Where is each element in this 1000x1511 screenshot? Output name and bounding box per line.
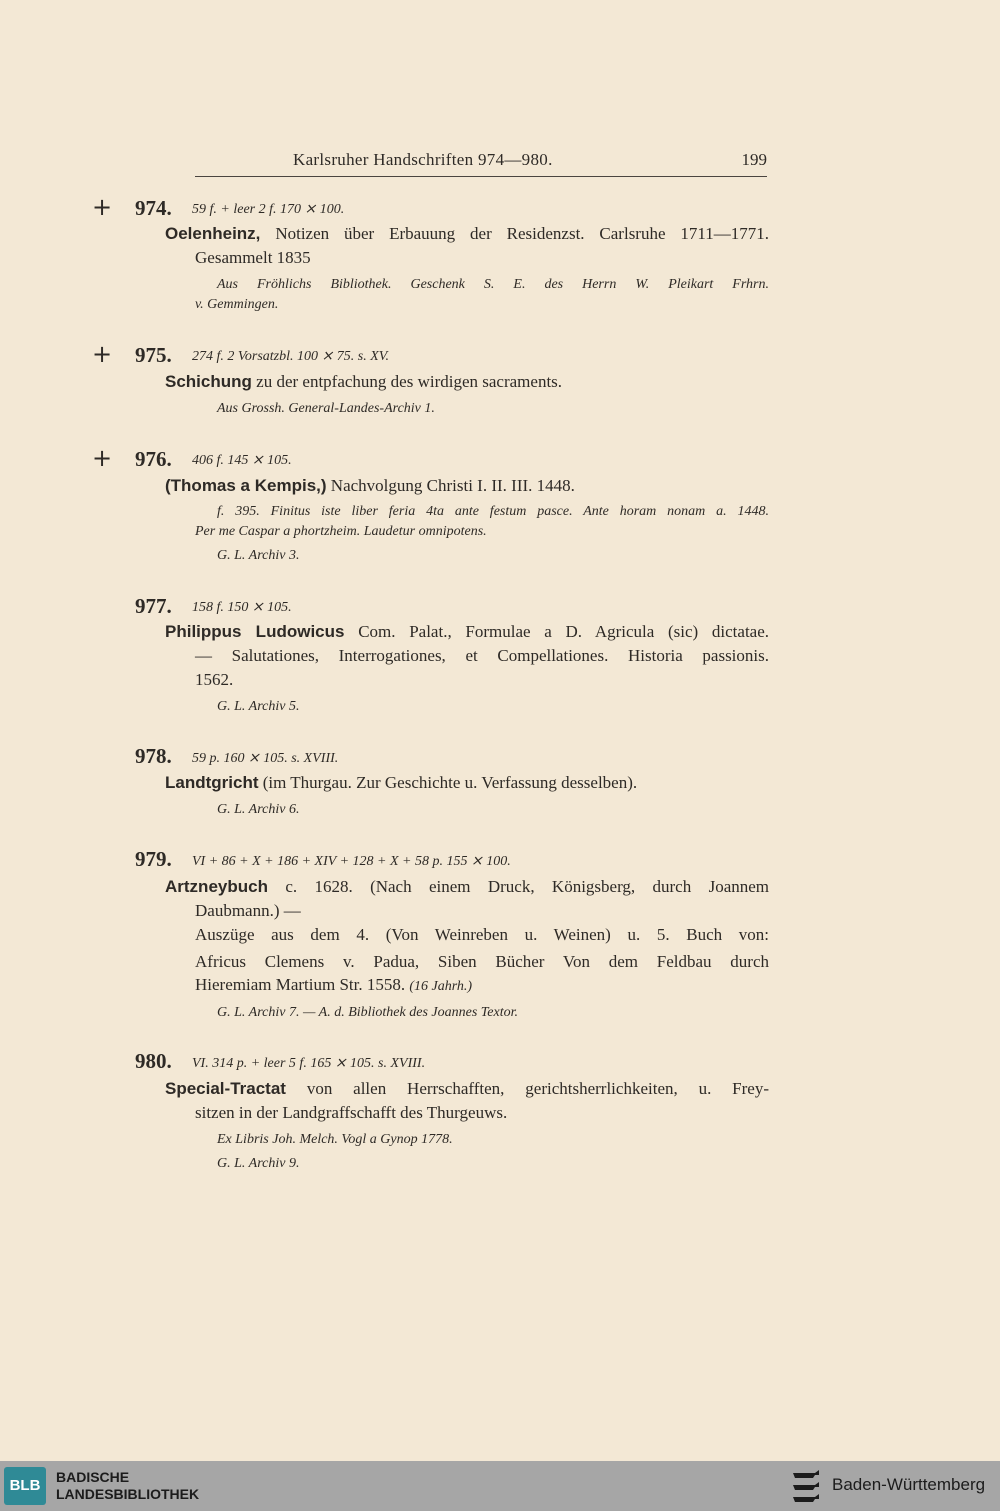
entry-author: Schichung	[165, 372, 252, 391]
entry-title-line	[165, 620, 769, 644]
entry-text: Hieremiam Martium Str. 1558.	[195, 975, 406, 994]
entry-note: Aus Fröhlichs Bibliothek. Geschenk S. E. des Herrn W. Pleikart Frhrn.	[217, 277, 769, 292]
entry-title-line	[165, 771, 769, 795]
entry-title-line	[165, 1077, 769, 1101]
lions-crest-icon	[790, 1467, 824, 1505]
entry-note: G. L. Archiv 5.	[217, 699, 300, 714]
entry-meta: VI + 86 + X + 186 + XIV + 128 + X + 58 p. 155 ⨯ 100.	[192, 854, 511, 869]
library-name-line2: LANDESBIBLIOTHEK	[56, 1486, 200, 1502]
entry-title-line	[165, 474, 769, 498]
entry-meta: 158 f. 150 ⨯ 105.	[192, 600, 292, 615]
entry-note: Aus Grossh. General-Landes-Archiv 1.	[217, 401, 435, 416]
entry-meta: 59 f. + leer 2 f. 170 ⨯ 100.	[192, 202, 345, 217]
state-name[interactable]: Baden-Württemberg	[832, 1475, 986, 1494]
entry-text: von allen Herrschafften, gerichtsherrlichkeiten, u. Frey-	[306, 1079, 769, 1098]
entry-text-line	[195, 973, 769, 999]
entry-number: 979.	[135, 847, 172, 871]
entry-note: G. L. Archiv 6.	[217, 802, 300, 817]
entry-note: G. L. Archiv 9.	[217, 1156, 300, 1171]
entry-number: 975.	[135, 343, 172, 367]
plus-mark: +	[92, 193, 113, 221]
entry-text-line: 1562.	[195, 670, 234, 689]
entry-author: (Thomas a Kempis,)	[165, 476, 327, 495]
header-title: Karlsruher Handschriften 974—980.	[293, 150, 553, 169]
plus-mark: +	[92, 444, 113, 472]
entry-number: 976.	[135, 447, 172, 471]
running-header	[195, 148, 767, 177]
entry-note: v. Gemmingen.	[195, 297, 279, 312]
plus-mark: +	[92, 340, 113, 368]
entry-title-line	[165, 370, 769, 394]
entry-author: Philippus Ludowicus	[165, 622, 345, 641]
entry-number: 980.	[135, 1049, 172, 1073]
entry-text: zu der entpfachung des wirdigen sacraments.	[256, 372, 563, 391]
entry-text-line: Auszüge aus dem 4. (Von Weinreben u. Weinen) u. 5. Buch von:	[195, 925, 769, 944]
entry-meta: 274 f. 2 Vorsatzbl. 100 ⨯ 75. s. XV.	[192, 349, 389, 364]
library-name-line1: BADISCHE	[56, 1469, 130, 1485]
entry-author: Landtgricht	[165, 773, 259, 792]
page-number: 199	[741, 150, 767, 169]
entry-note: G. L. Archiv 7. — A. d. Bibliothek des Joannes Textor.	[217, 1005, 518, 1020]
entry-author: Special-Tractat	[165, 1079, 286, 1098]
entry-note: Ex Libris Joh. Melch. Vogl a Gynop 1778.	[217, 1132, 453, 1147]
entry-note: Per me Caspar a phortzheim. Laudetur omnipotens.	[195, 524, 487, 539]
entry-number: 978.	[135, 744, 172, 768]
entry-text: Nachvolgung Christi I. II. III. 1448.	[330, 476, 575, 495]
library-name[interactable]	[56, 1469, 199, 1503]
entry-text: (im Thurgau. Zur Geschichte u. Verfassung desselben).	[262, 773, 638, 792]
entry-text-line: Gesammelt 1835	[195, 248, 311, 267]
entry-text: Com. Palat., Formulae a D. Agricula (sic) dictatae.	[358, 622, 770, 641]
entry-author: Artzneybuch	[165, 877, 268, 896]
entry-meta: 406 f. 145 ⨯ 105.	[192, 453, 292, 468]
blb-logo[interactable]: BLB	[4, 1467, 46, 1505]
entry-title-line	[165, 875, 769, 899]
entry-number: 977.	[135, 594, 172, 618]
entry-meta: VI. 314 p. + leer 5 f. 165 ⨯ 105. s. XVIII.	[192, 1056, 426, 1071]
entry-author: Oelenheinz,	[165, 224, 261, 243]
entry-text-line: Daubmann.) —	[195, 901, 301, 920]
entry-meta: 59 p. 160 ⨯ 105. s. XVIII.	[192, 751, 339, 766]
entry-text-line: — Salutationes, Interrogationes, et Compellationes. Historia passionis.	[195, 646, 769, 665]
entry-text-line: Africus Clemens v. Padua, Siben Bücher Von dem Feldbau durch	[195, 952, 769, 971]
entry-text: c. 1628. (Nach einem Druck, Königsberg, durch Joannem	[285, 877, 770, 896]
entry-title-line	[165, 222, 769, 246]
entry-note: G. L. Archiv 3.	[217, 548, 300, 563]
footer-bar	[0, 1461, 1000, 1511]
entry-note: f. 395. Finitus iste liber feria 4ta ante festum pasce. Ante horam nonam a. 1448.	[217, 504, 769, 519]
entry-text-line: sitzen in der Landgraffschafft des Thurgeuws.	[195, 1103, 508, 1122]
entry-text: Notizen über Erbauung der Residenzst. Carlsruhe 1711—1771.	[275, 224, 770, 243]
entry-number: 974.	[135, 196, 172, 220]
entry-date-note: (16 Jahrh.)	[409, 979, 473, 994]
